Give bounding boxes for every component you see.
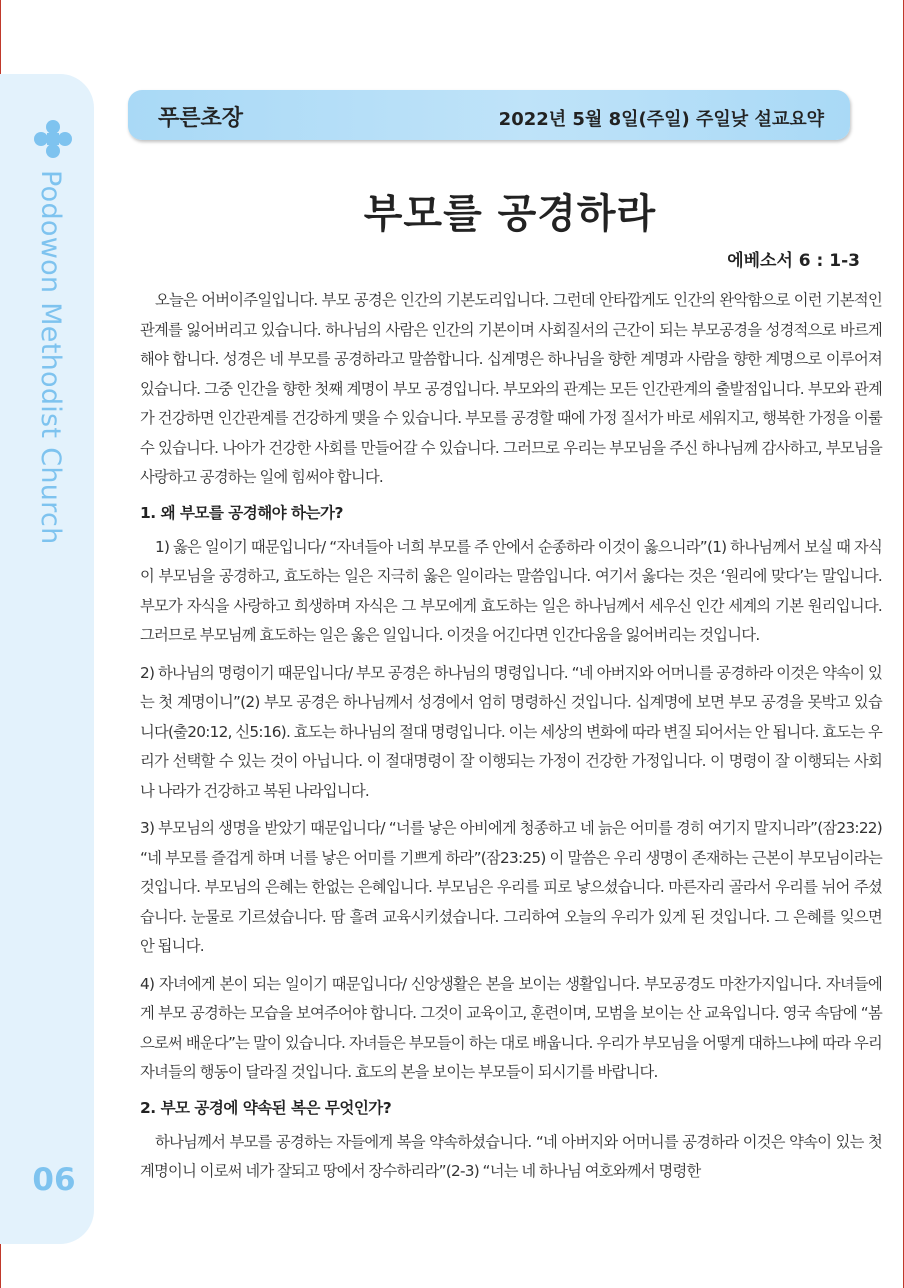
- cross-icon: [34, 120, 72, 158]
- point-2-paragraph: 2) 하나님의 명령이기 때문입니다/ 부모 공경은 하나님의 명령입니다. “네 아버지와 어머니를 공경하라 이것은 약속이 있는 첫 계명이니”(2) 부모 공경은 하나님께서 성경에서 엄히 명령하신 것입니다. 십계명에 보면 부모 공경을 못박고 있습니다(출20:12, 신5:16). 효도는 하나님의 절대 명령입니다. 이는 세상의 변화에 따라 변질 되어서는 안 됩니다. 효도는 우리가 선택할 수 있는 것이 아닙니다. 이 절대명령이 잘 이행되는 가정이 건강한 가정입니다. 이 명령이 잘 이행되는 사회나 나라가 건강하고 복된 나라입니다.: [140, 663, 882, 800]
- closing-paragraph: 하나님께서 부모를 공경하는 자들에게 복을 약속하셨습니다. “네 아버지와 어머니를 공경하라 이것은 약속이 있는 첫 계명이니 이로써 네가 잘되고 땅에서 장수하리라”(2-3) “너는 네 하나님 여호와께서 명령한: [140, 1132, 882, 1180]
- point-4-paragraph: 4) 자녀에게 본이 되는 일이기 때문입니다/ 신앙생활은 본을 보이는 생활입니다. 부모공경도 마찬가지입니다. 자녀들에게 부모 공경하는 모습을 보여주어야 합니다. 그것이 교육이고, 훈련이며, 모범을 보이는 산 교육입니다. 영국 속담에 “봄으로써 배운다”는 말이 있습니다. 자녀들은 부모들이 하는 대로 배웁니다. 우리가 부모님을 어떻게 대하느냐에 따라 우리 자녀들의 행동이 달라질 것입니다. 효도의 본을 보이는 부모들이 되시기를 바랍니다.: [140, 974, 882, 1081]
- sermon-date: 2022년 5월 8일(주일) 주일낮 설교요약: [498, 109, 824, 130]
- point-3-paragraph: 3) 부모님의 생명을 받았기 때문입니다/ “너를 낳은 아비에게 청종하고 네 늙은 어미를 경히 여기지 말지니라”(잠23:22) “네 부모를 즐겁게 하며 너를 낳은 어미를 기쁘게 하라”(잠23:25) 이 말씀은 우리 생명이 존재하는 근본이 부모님이라는 것입니다. 부모님의 은혜는 한없는 은혜입니다. 부모님은 우리를 피로 낳으셨습니다. 마른자리 골라서 우리를 뉘어 주셨습니다. 눈물로 기르셨습니다. 땀 흘려 교육시키셨습니다. 그리하여 오늘의 우리가 있게 된 것입니다. 그 은혜를 잊으면 안 됩니다.: [140, 819, 882, 955]
- church-name: Podowon Methodist Church: [35, 170, 66, 545]
- page-number: 06: [32, 1162, 76, 1198]
- section-heading-1: 1. 왜 부모를 공경해야 하는가?: [140, 503, 343, 522]
- section-label: 푸른초장: [158, 106, 244, 131]
- header-bar: [128, 90, 850, 140]
- sermon-body: [140, 286, 882, 1187]
- scripture-reference: 에베소서 6 : 1-3: [727, 251, 860, 271]
- point-1-paragraph: 1) 옳은 일이기 때문입니다/ “자녀들아 너희 부모를 주 안에서 순종하라 이것이 옳으니라”(1) 하나님께서 보실 때 자식이 부모님을 공경하고, 효도하는 일은 지극히 옳은 일이라는 말씀입니다. 여기서 옳다는 것은 ‘원리에 맞다’는 말입니다. 부모가 자식을 사랑하고 희생하며 자식은 그 부모에게 효도하는 일은 하나님께서 세우신 인간 세계의 기본 원리입니다. 그러므로 부모님께 효도하는 일은 옳은 일입니다. 이것을 어긴다면 인간다움을 잃어버리는 것입니다.: [140, 537, 882, 644]
- intro-paragraph: 오늘은 어버이주일입니다. 부모 공경은 인간의 기본도리입니다. 그런데 안타깝게도 인간의 완악함으로 이런 기본적인 관계를 잃어버리고 있습니다. 하나님의 사람은 인간의 기본이며 사회질서의 근간이 되는 부모공경을 성경적으로 바르게 해야 합니다. 성경은 네 부모를 공경하라고 말씀합니다. 십계명은 하나님을 향한 계명과 사람을 향한 계명으로 이루어져 있습니다. 그중 인간을 향한 첫째 계명이 부모 공경입니다. 부모와의 관계는 모든 인간관계의 출발점입니다. 부모와 관계가 건강하면 인간관계를 건강하게 맺을 수 있습니다. 부모를 공경할 때에 가정 질서가 바로 세워지고, 행복한 가정을 이룰 수 있습니다. 나아가 건강한 사회를 만들어갈 수 있습니다. 그러므로 우리는 부모님을 주신 하나님께 감사하고, 부모님을 사랑하고 공경하는 일에 힘써야 합니다.: [140, 291, 882, 486]
- section-heading-2: 2. 부모 공경에 약속된 복은 무엇인가?: [140, 1098, 392, 1117]
- sermon-title: 부모를 공경하라: [363, 190, 657, 237]
